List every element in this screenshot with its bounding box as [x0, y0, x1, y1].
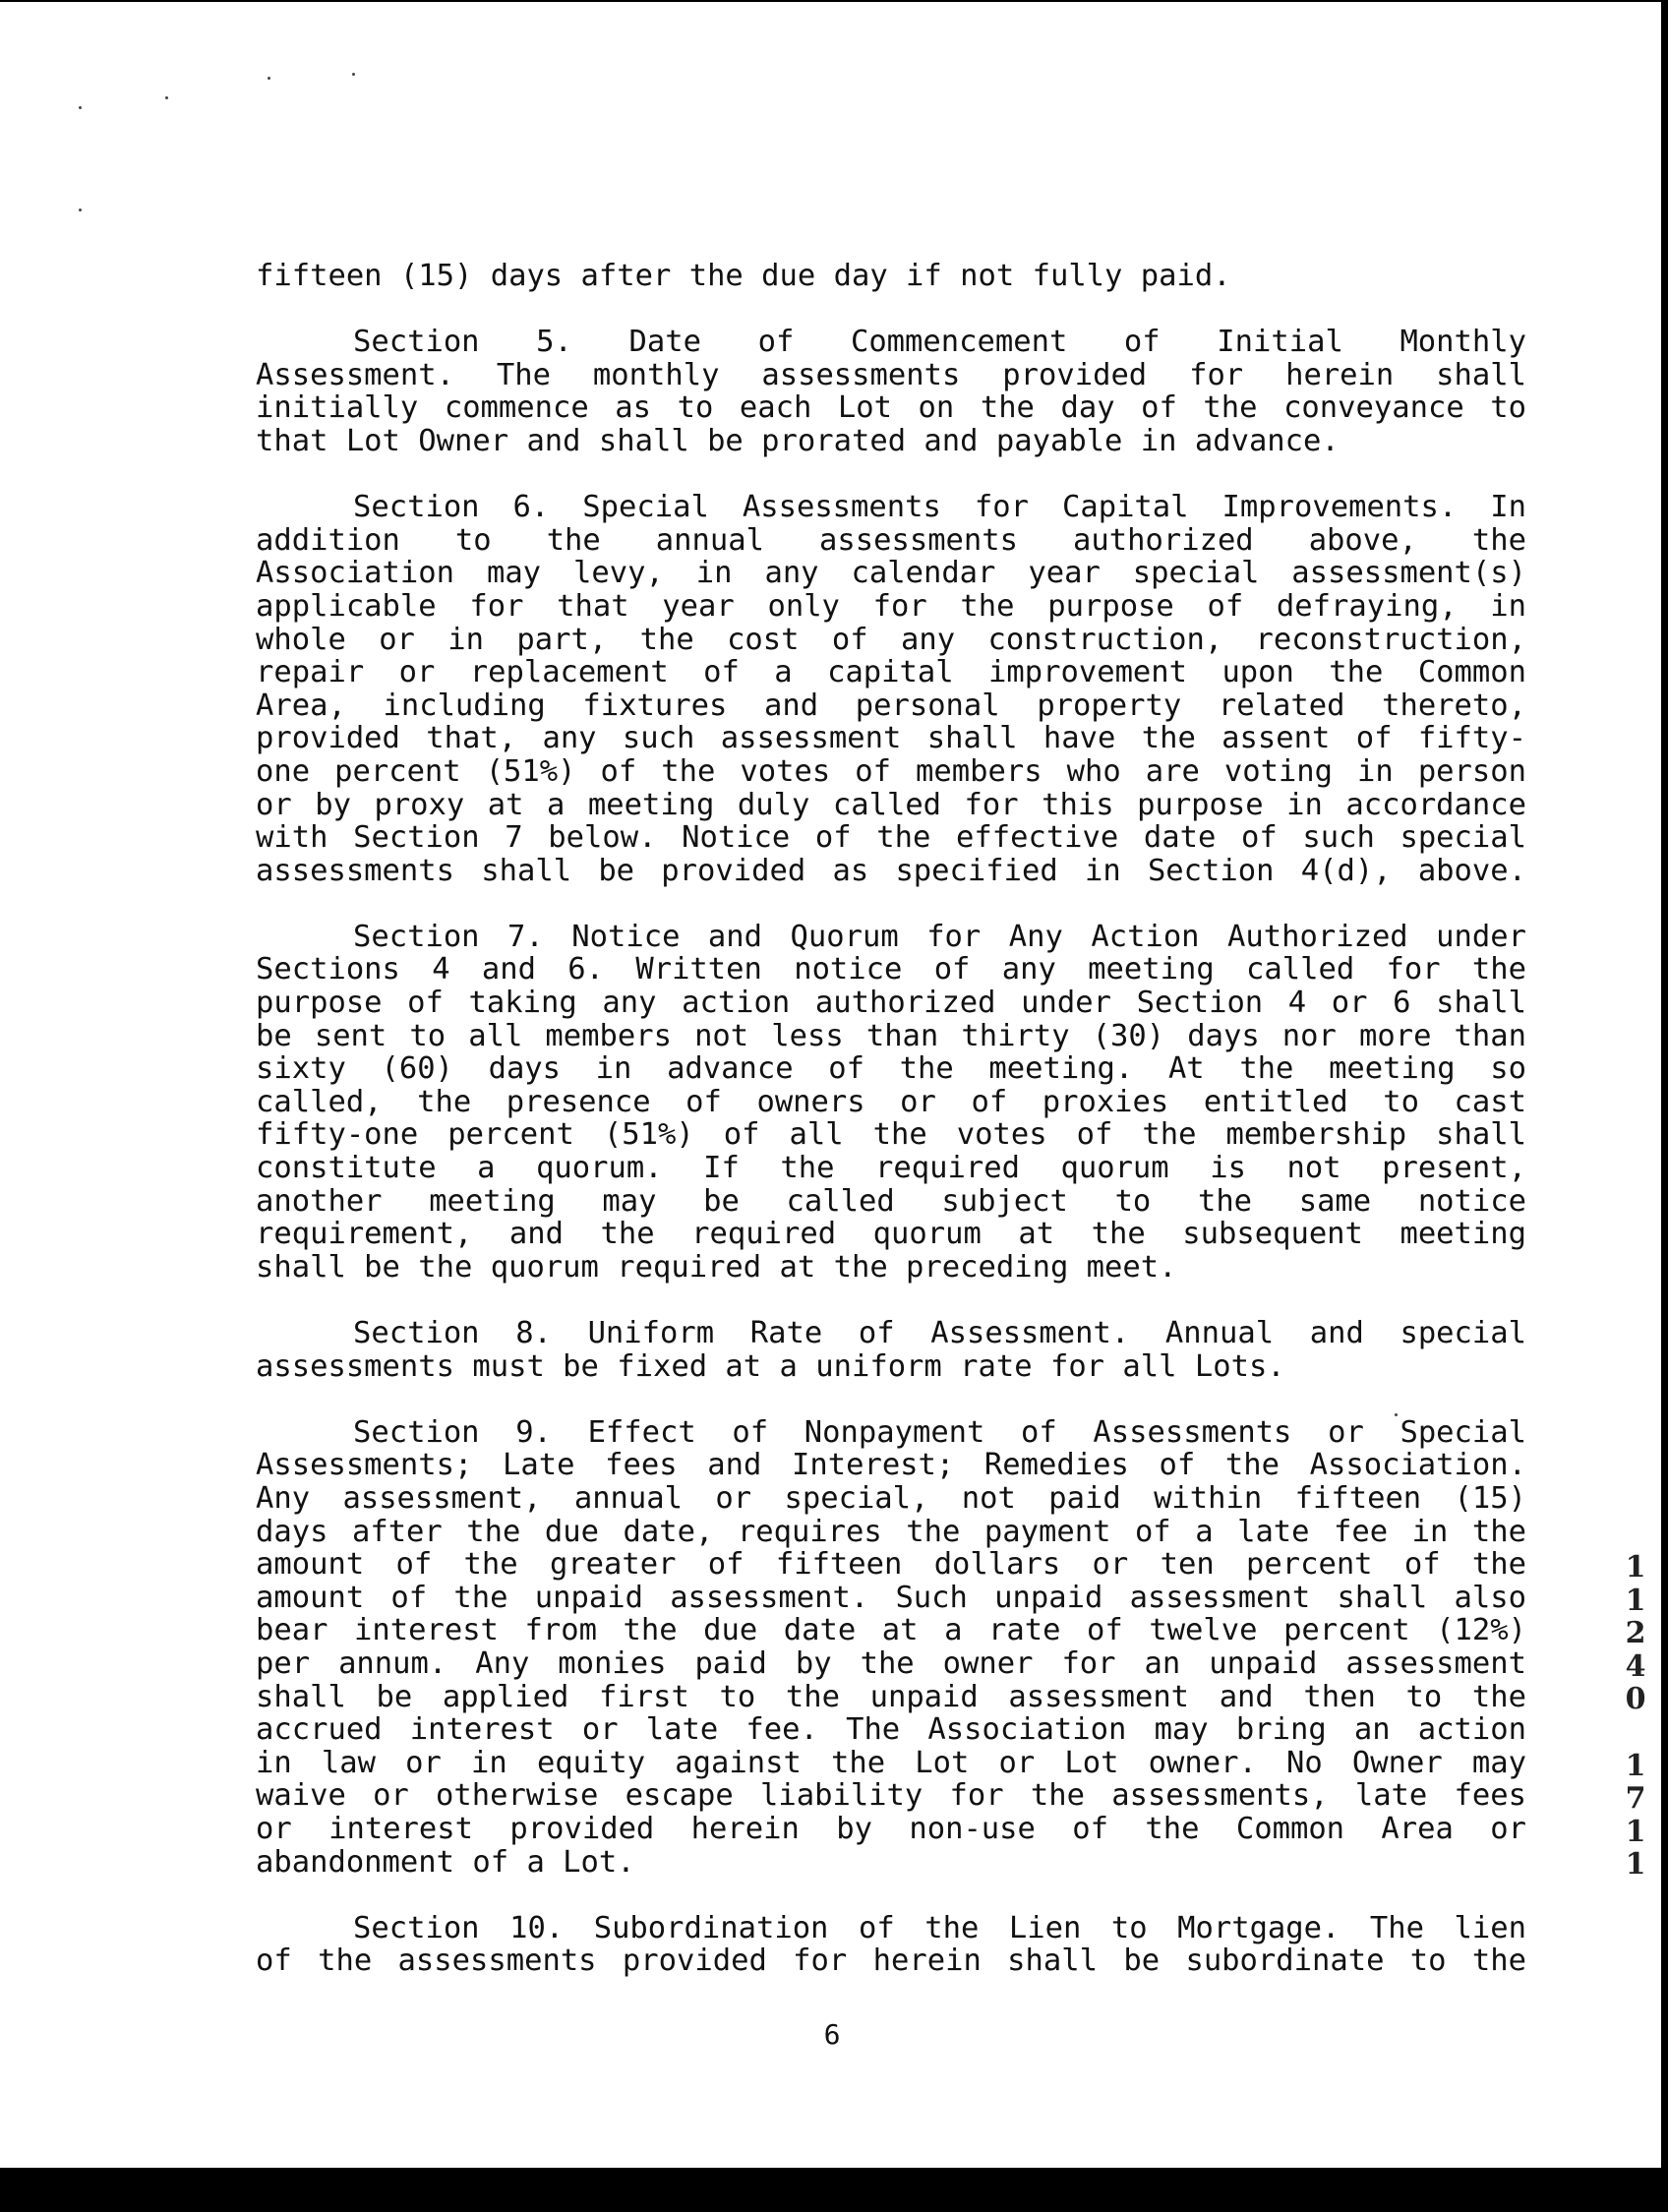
- text-line: purpose of taking any action authorized under Section 4 or 6 shall: [256, 986, 1526, 1021]
- text-line: bear interest from the due date at a rate of twelve percent (12%): [256, 1613, 1526, 1648]
- text-line: or interest provided herein by non-use of the Common Area or: [256, 1811, 1526, 1846]
- text-line: initially commence as to each Lot on the day of the conveyance to: [256, 390, 1526, 426]
- text-line: Area, including fixtures and personal property related thereto,: [256, 688, 1526, 723]
- stamp-digit: 1: [1625, 1748, 1646, 1783]
- text-line: be sent to all members not less than thirty (30) days nor more than: [256, 1018, 1526, 1053]
- margin-stamp-number: [1621, 1551, 1650, 1882]
- paragraph-gap: [256, 293, 1526, 327]
- text-line: Sections 4 and 6. Written notice of any meeting called for the: [256, 952, 1526, 987]
- section-6-heading-line: Section 6. Special Assessments for Capital Improvements. In: [353, 490, 1526, 525]
- section-10-heading-line: Section 10. Subordination of the Lien to Mortgage. The lien: [353, 1910, 1526, 1945]
- opening-line: fifteen (15) days after the due day if not fully paid.: [256, 259, 1231, 293]
- stamp-digit: 1: [1625, 1550, 1646, 1584]
- text-line: of the assessments provided for herein shall be subordinate to the: [256, 1943, 1526, 1979]
- text-line: Assessment. The monthly assessments provided for herein shall: [256, 357, 1526, 392]
- text-line: Association may levy, in any calendar year special assessment(s): [256, 556, 1526, 591]
- paragraph-gap: [256, 1284, 1526, 1317]
- paragraph-gap: [256, 887, 1526, 921]
- text-line: fifty-one percent (51%) of all the votes of the membership shall: [256, 1117, 1526, 1153]
- text-line: provided that, any such assessment shall have the assent of fifty-: [256, 721, 1526, 756]
- text-line: amount of the greater of fifteen dollars or ten percent of the: [256, 1547, 1526, 1583]
- paragraph-gap: [256, 1383, 1526, 1416]
- text-line: per annum. Any monies paid by the owner for an unpaid assessment: [256, 1645, 1526, 1681]
- text-line: repair or replacement of a capital improvement upon the Common: [256, 655, 1526, 690]
- stamp-digit: 7: [1625, 1781, 1646, 1817]
- text-line: amount of the unpaid assessment. Such unpaid assessment shall also: [256, 1580, 1526, 1615]
- text-line: in law or in equity against the Lot or Lot owner. No Owner may: [256, 1745, 1526, 1780]
- section-7-heading-line: Section 7. Notice and Quorum for Any Action Authorized under: [353, 919, 1526, 954]
- text-line: or by proxy at a meeting duly called for this purpose in accordance: [256, 787, 1526, 822]
- text-line: another meeting may be called subject to the same notice: [256, 1183, 1526, 1219]
- stamp-gap: [1621, 1716, 1650, 1750]
- scan-speck: [352, 73, 355, 76]
- text-line: with Section 7 below. Notice of the effective date of such special: [256, 820, 1526, 856]
- text-line: constitute a quorum. If the required quorum is not present,: [256, 1151, 1526, 1186]
- scan-speck: [268, 77, 270, 80]
- scan-speck: [79, 106, 82, 109]
- text-line: accrued interest or late fee. The Association may bring an action: [256, 1712, 1526, 1748]
- text-line: Assessments; Late fees and Interest; Remedies of the Association.: [256, 1448, 1526, 1483]
- scan-speck: [79, 209, 82, 211]
- paragraph-gap: [256, 1879, 1526, 1912]
- stamp-digit: 2: [1625, 1616, 1646, 1651]
- text-line: whole or in part, the cost of any construction, reconstruction,: [256, 622, 1526, 657]
- text-line: that Lot Owner and shall be prorated and payable in advance.: [256, 423, 1340, 458]
- text-line: assessments shall be provided as specified in Section 4(d), above.: [256, 853, 1526, 888]
- text-line: requirement, and the required quorum at the subsequent meeting: [256, 1217, 1526, 1252]
- stamp-digit: 1: [1625, 1847, 1646, 1883]
- stamp-digit: 4: [1625, 1648, 1646, 1684]
- stamp-digit: 0: [1625, 1682, 1646, 1717]
- text-line: shall be applied first to the unpaid assessment and then to the: [256, 1679, 1526, 1714]
- section-9-heading-line: Section 9. Effect of Nonpayment of Assessments or Special: [353, 1414, 1526, 1450]
- text-line: addition to the annual assessments authorized above, the: [256, 522, 1526, 558]
- stamp-digit: 1: [1625, 1583, 1646, 1618]
- section-8-heading-line: Section 8. Uniform Rate of Assessment. Annual and special: [353, 1316, 1526, 1350]
- text-line: days after the due date, requires the payment of a late fee in the: [256, 1514, 1526, 1549]
- scan-speck: [165, 96, 168, 99]
- text-line: sixty (60) days in advance of the meeting. At the meeting so: [256, 1051, 1526, 1087]
- text-line: one percent (51%) of the votes of members who are voting in person: [256, 753, 1526, 789]
- page-number: 6: [823, 2018, 841, 2051]
- text-line: applicable for that year only for the purpose of defraying, in: [256, 588, 1526, 624]
- text-line: assessments must be fixed at a uniform rate for all Lots.: [256, 1348, 1285, 1384]
- text-line: waive or otherwise escape liability for the assessments, late fees: [256, 1778, 1526, 1814]
- text-line: shall be the quorum required at the preceding meet.: [256, 1249, 1177, 1285]
- text-line: called, the presence of owners or of proxies entitled to cast: [256, 1084, 1526, 1119]
- text-line: abandonment of a Lot.: [256, 1844, 635, 1880]
- body-text: [256, 260, 1526, 1978]
- paragraph-gap: [256, 458, 1526, 492]
- text-line: Any assessment, annual or special, not paid within fifteen (15): [256, 1480, 1526, 1516]
- stamp-digit: 1: [1625, 1814, 1646, 1849]
- section-5-heading-line: Section 5. Date of Commencement of Initial Monthly: [353, 325, 1526, 360]
